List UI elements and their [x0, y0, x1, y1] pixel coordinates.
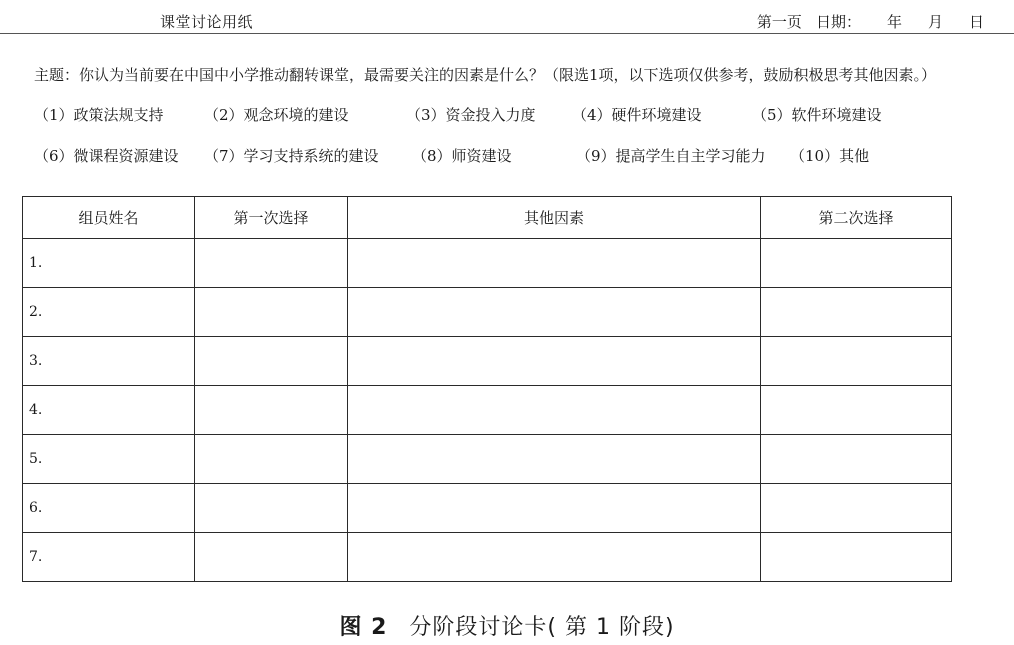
member-cell[interactable]: 6.: [23, 484, 195, 533]
option-5: （5）软件环境建设: [752, 106, 882, 124]
other-factors-cell[interactable]: [348, 239, 761, 288]
first-choice-cell[interactable]: [195, 484, 348, 533]
figure-caption: [0, 610, 1014, 641]
table-row: [23, 435, 952, 484]
column-first-choice: 第一次选择: [195, 197, 348, 239]
first-choice-cell[interactable]: [195, 386, 348, 435]
table-row: [23, 337, 952, 386]
other-factors-cell[interactable]: [348, 435, 761, 484]
second-choice-cell[interactable]: [761, 288, 952, 337]
member-cell[interactable]: 2.: [23, 288, 195, 337]
date-year: 年: [886, 13, 902, 31]
page-number: 第一页: [756, 13, 802, 31]
figure-number: 图 2: [339, 615, 388, 640]
second-choice-cell[interactable]: [761, 484, 952, 533]
member-cell[interactable]: 1.: [23, 239, 195, 288]
option-8: （8）师资建设: [412, 147, 512, 165]
second-choice-cell[interactable]: [761, 386, 952, 435]
first-choice-cell[interactable]: [195, 337, 348, 386]
member-cell[interactable]: 5.: [23, 435, 195, 484]
member-cell[interactable]: 7.: [23, 533, 195, 582]
second-choice-cell[interactable]: [761, 435, 952, 484]
table-row: [23, 484, 952, 533]
second-choice-cell[interactable]: [761, 337, 952, 386]
figure-title: 分阶段讨论卡( 第 1 阶段): [409, 615, 675, 640]
date-month: 月: [927, 13, 943, 31]
table-header-row: [23, 197, 952, 239]
discussion-table: [22, 196, 952, 582]
option-4: （4）硬件环境建设: [572, 106, 702, 124]
option-10: （10）其他: [790, 147, 870, 165]
second-choice-cell[interactable]: [761, 533, 952, 582]
other-factors-cell[interactable]: [348, 337, 761, 386]
option-6: （6）微课程资源建设: [34, 147, 179, 165]
first-choice-cell[interactable]: [195, 533, 348, 582]
member-cell[interactable]: 4.: [23, 386, 195, 435]
option-3: （3）资金投入力度: [406, 106, 536, 124]
other-factors-cell[interactable]: [348, 386, 761, 435]
sheet-title: 课堂讨论用纸: [160, 13, 254, 31]
first-choice-cell[interactable]: [195, 288, 348, 337]
column-member-name: 组员姓名: [23, 197, 195, 239]
topic-question: 主题：你认为当前要在中国中小学推动翻转课堂，最需要关注的因素是什么？（限选1项，以下选项仅供参考，鼓励积极思考其他因素。）: [34, 66, 937, 84]
option-7: （7）学习支持系统的建设: [204, 147, 379, 165]
date-day: 日: [968, 13, 984, 31]
option-1: （1）政策法规支持: [34, 106, 164, 124]
header-divider: [0, 33, 1014, 34]
other-factors-cell[interactable]: [348, 484, 761, 533]
first-choice-cell[interactable]: [195, 435, 348, 484]
table-row: [23, 386, 952, 435]
other-factors-cell[interactable]: [348, 288, 761, 337]
table-row: [23, 288, 952, 337]
column-other-factors: 其他因素: [348, 197, 761, 239]
first-choice-cell[interactable]: [195, 239, 348, 288]
column-second-choice: 第二次选择: [761, 197, 952, 239]
page-date-line: [757, 11, 984, 32]
option-9: （9）提高学生自主学习能力: [576, 147, 766, 165]
second-choice-cell[interactable]: [761, 239, 952, 288]
other-factors-cell[interactable]: [348, 533, 761, 582]
table-row: [23, 239, 952, 288]
date-label: 日期：: [815, 13, 861, 31]
option-2: （2）观念环境的建设: [204, 106, 349, 124]
table-row: [23, 533, 952, 582]
member-cell[interactable]: 3.: [23, 337, 195, 386]
